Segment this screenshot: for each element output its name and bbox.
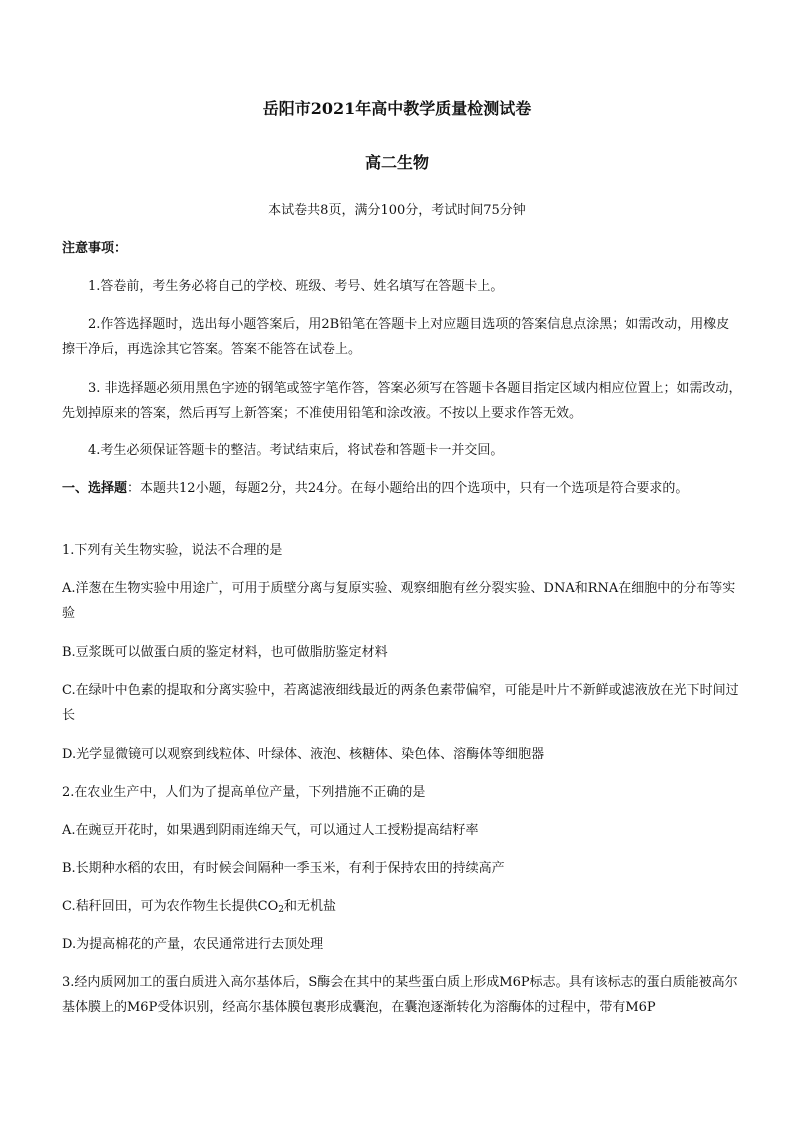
notice-item-3: 3. 非选择题必须用黑色字迹的钢笔或签字笔作答，答案必须写在答题卡各题目指定区域内相应位置上；如需改动，先划掉原来的答案，然后再写上新答案；不准使用铅笔和涂改液。不按以上要求作答无效。 xyxy=(62,381,742,421)
question-3-stem: 3.经内质网加工的蛋白质进入高尔基体后，S酶会在其中的某些蛋白质上形成M6P标志。具有该标志的蛋白质能被高尔基体膜上的M6P受体识别，经高尔基体膜包裹形成囊泡，在囊泡逐渐转化为溶酶体的过程中，带有M6P xyxy=(62,975,738,1015)
notice-item-2: 2.作答选择题时，选出每小题答案后，用2B铅笔在答题卡上对应题目选项的答案信息点涂黑；如需改动，用橡皮擦干净后，再选涂其它答案。答案不能答在试卷上。 xyxy=(62,317,730,357)
question-1-option-d: D.光学显微镜可以观察到线粒体、叶绿体、液泡、核糖体、染色体、溶酶体等细胞器 xyxy=(62,747,545,762)
question-2-stem: 2.在农业生产中，人们为了提高单位产量，下列措施不正确的是 xyxy=(62,785,426,800)
option-c-text: C.秸秆回田，可为农作物生长提供CO xyxy=(62,899,279,914)
exam-subject: 高二生物 xyxy=(364,153,429,172)
notice-item-4: 4.考生必须保证答题卡的整洁。考试结束后，将试卷和答题卡一并交回。 xyxy=(88,443,504,458)
exam-title: 岳阳市2021年高中教学质量检测试卷 xyxy=(262,99,532,118)
option-c-tail: 和无机盐 xyxy=(283,899,336,914)
notice-heading: 注意事项： xyxy=(62,241,128,256)
question-1-stem: 1.下列有关生物实验，说法不合理的是 xyxy=(62,543,283,558)
question-1-option-c: C.在绿叶中色素的提取和分离实验中，若离滤液细线最近的两条色素带偏窄，可能是叶片不新鲜或滤液放在光下时间过长 xyxy=(62,683,739,723)
question-1-option-a: A.洋葱在生物实验中用途广，可用于质壁分离与复原实验、观察细胞有丝分裂实验、DNA和RNA在细胞中的分布等实验 xyxy=(62,581,736,621)
question-2-option-b: B.长期种水稻的农田，有时候会间隔种一季玉米，有利于保持农田的持续高产 xyxy=(62,861,505,876)
section-one-description: ：本题共12小题，每题2分，共24分。在每小题给出的四个选项中，只有一个选项是符合要求的。 xyxy=(127,481,689,496)
co2-subscript: 2 xyxy=(278,905,284,915)
question-2-option-a: A.在豌豆开花时，如果遇到阴雨连绵天气，可以通过人工授粉提高结籽率 xyxy=(62,823,479,838)
question-1-option-b: B.豆浆既可以做蛋白质的鉴定材料，也可做脂肪鉴定材料 xyxy=(62,645,388,660)
question-2-option-c xyxy=(62,894,742,923)
exam-info: 本试卷共8页，满分100分，考试时间75分钟 xyxy=(268,203,526,218)
notice-item-1: 1.答卷前，考生务必将自己的学校、班级、考号、姓名填写在答题卡上。 xyxy=(88,279,504,294)
question-2-option-d: D.为提高棉花的产量，农民通常进行去顶处理 xyxy=(62,937,324,952)
section-one-heading: 一、选择题 xyxy=(62,481,128,496)
section-one-intro xyxy=(62,476,742,501)
